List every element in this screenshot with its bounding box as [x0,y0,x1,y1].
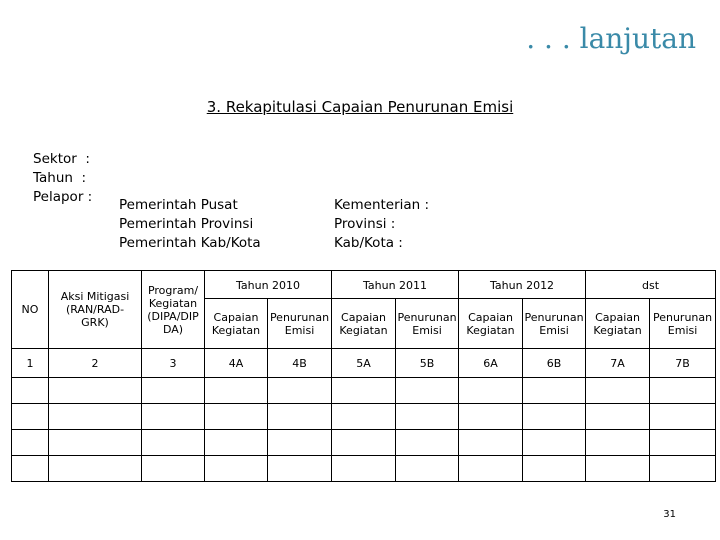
sub-penurunan-2010: Penurunan Emisi [268,299,332,349]
emission-table [11,270,716,482]
sub-penurunan-2011: Penurunan Emisi [396,299,459,349]
field-kementerian: Kementerian : [334,197,430,213]
meta-labels [33,150,92,207]
colnum-5b: 5B [396,349,459,378]
colnum-2: 2 [49,349,142,378]
table-row [12,430,716,456]
label-pelapor: Pelapor : [33,189,93,205]
pelapor-options [119,196,261,253]
continuation-title: . . . lanjutan [526,22,696,55]
colnum-5a: 5A [332,349,396,378]
header-year-2011: Tahun 2011 [332,271,459,299]
label-tahun: Tahun : [33,170,87,186]
colnum-7a: 7A [586,349,650,378]
colnum-6a: 6A [459,349,523,378]
sub-capaian-2012: Capaian Kegiatan [459,299,523,349]
pelapor-pusat: Pemerintah Pusat [119,197,238,213]
table-row [12,456,716,482]
header-no: NO [12,271,49,349]
field-kabkota: Kab/Kota : [334,235,403,251]
colnum-6b: 6B [523,349,586,378]
header-program: Program/ Kegiatan (DIPA/DIP DA) [142,271,205,349]
sub-capaian-dst: Capaian Kegiatan [586,299,650,349]
pelapor-provinsi: Pemerintah Provinsi [119,216,254,232]
sub-capaian-2010: Capaian Kegiatan [205,299,268,349]
pelapor-kabkota: Pemerintah Kab/Kota [119,235,261,251]
colnum-1: 1 [12,349,49,378]
header-aksi: Aksi Mitigasi (RAN/RAD-GRK) [49,271,142,349]
field-provinsi: Provinsi : [334,216,396,232]
table-row [12,378,716,404]
colnum-4b: 4B [268,349,332,378]
header-year-dst: dst [586,271,716,299]
label-sektor: Sektor : [33,151,90,167]
pelapor-fields [334,196,429,253]
page-number: 31 [663,509,676,520]
colnum-3: 3 [142,349,205,378]
header-year-2010: Tahun 2010 [205,271,332,299]
sub-penurunan-dst: Penurunan Emisi [650,299,716,349]
colnum-7b: 7B [650,349,716,378]
section-title: 3. Rekapitulasi Capaian Penurunan Emisi [206,98,514,116]
table-row [12,404,716,430]
sub-capaian-2011: Capaian Kegiatan [332,299,396,349]
colnum-4a: 4A [205,349,268,378]
column-number-row [12,349,716,378]
sub-penurunan-2012: Penurunan Emisi [523,299,586,349]
header-year-2012: Tahun 2012 [459,271,586,299]
